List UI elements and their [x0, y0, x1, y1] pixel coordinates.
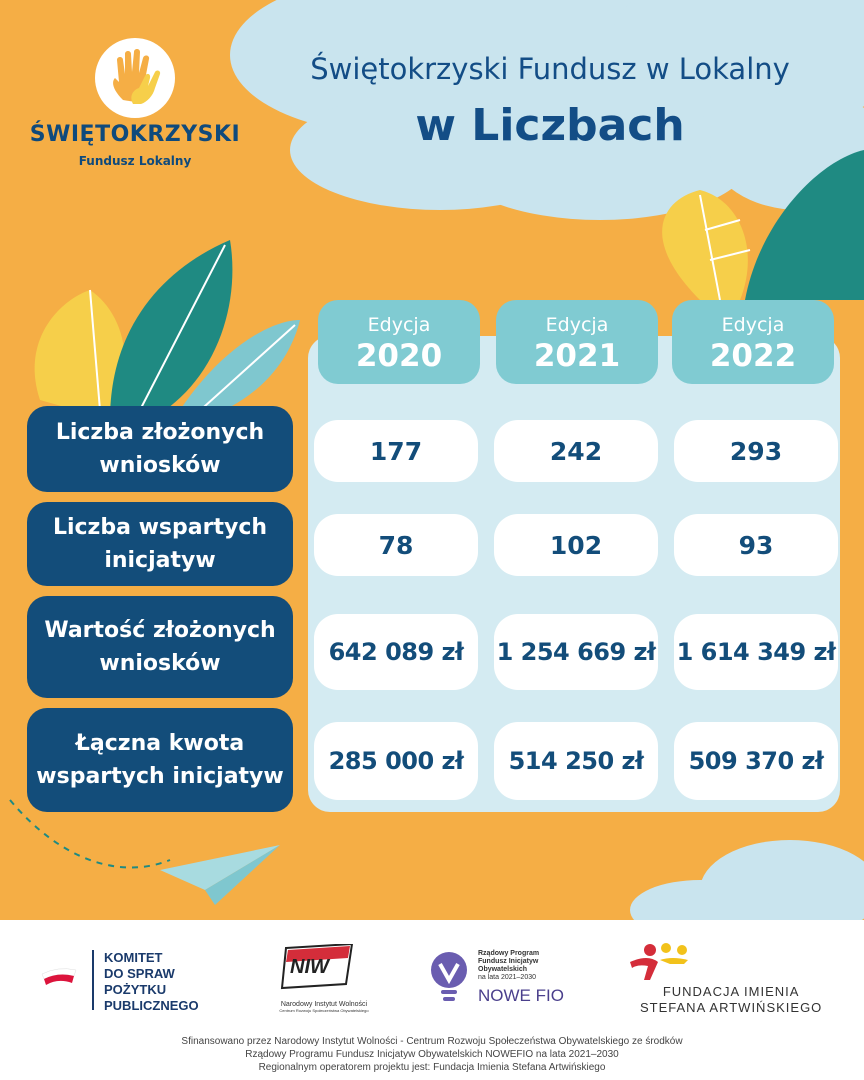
footnote-line: Sfinansowano przez Narodowy Instytut Wolności - Centrum Rozwoju Społeczeństwa Obywatelskiego ze środków — [181, 1036, 683, 1047]
komitet-line: KOMITET — [104, 950, 163, 965]
leaves-left — [35, 240, 300, 420]
logo — [95, 38, 175, 118]
row-label-supported-initiatives — [27, 502, 293, 586]
polish-flag-icon — [40, 966, 80, 988]
table-cell: 514 250 zł — [494, 722, 658, 800]
hand-icon — [95, 38, 175, 118]
niw-abbr: NIW — [290, 956, 329, 978]
column-header-2020 — [318, 300, 480, 384]
fio-line: na lata 2021–2030 — [478, 974, 536, 981]
komitet-line: PUBLICZNEGO — [104, 998, 199, 1013]
niw-name-line: Narodowy Instytut Wolności — [280, 1001, 368, 1008]
column-label: Edycja — [721, 314, 785, 336]
column-label: Edycja — [367, 314, 431, 336]
logo-name: ŚWIĘTOKRZYSKI — [29, 122, 241, 147]
paper-plane — [160, 845, 280, 905]
column-year: 2020 — [355, 338, 443, 374]
komitet-logo-text — [104, 950, 199, 1014]
table-cell: 102 — [494, 514, 658, 576]
niw-name — [264, 1001, 384, 1013]
row-label-line: Wartość złożonych — [44, 618, 276, 643]
column-header-2021 — [496, 300, 658, 384]
row-label-line: wspartych inicjatyw — [36, 764, 284, 789]
logo-subtitle: Fundusz Lokalny — [78, 154, 192, 168]
table-cell: 242 — [494, 420, 658, 482]
table-cell: 93 — [674, 514, 838, 576]
row-label-submitted-applications — [27, 406, 293, 492]
title: Świętokrzyski Fundusz w Lokalny — [310, 52, 790, 86]
table-cell: 285 000 zł — [314, 722, 478, 800]
fundacja-line: STEFANA ARTWIŃSKIEGO — [640, 1000, 823, 1015]
divider — [92, 950, 94, 1010]
table-cell: 1 254 669 zł — [494, 614, 658, 690]
fundacja-line: FUNDACJA IMIENIA — [662, 984, 800, 999]
table-cell: 293 — [674, 420, 838, 482]
column-year: 2022 — [709, 338, 797, 374]
funding-footnote — [40, 1035, 824, 1074]
komitet-line: DO SPRAW — [104, 966, 175, 981]
fundacja-name — [640, 984, 822, 1016]
lightbulb-icon — [428, 950, 470, 1006]
row-label-line: wniosków — [99, 651, 221, 676]
komitet-line: POŻYTKU — [104, 982, 167, 997]
table-cell: 1 614 349 zł — [674, 614, 838, 690]
table-cell: 642 089 zł — [314, 614, 478, 690]
fio-name: NOWE FIO — [478, 986, 564, 1005]
fundacja-figures-icon — [628, 942, 694, 982]
fio-program-text — [478, 950, 539, 982]
column-label: Edycja — [545, 314, 609, 336]
row-label-line: Łączna kwota — [75, 731, 245, 756]
column-header-2022 — [672, 300, 834, 384]
row-label-line: Liczba wspartych — [52, 515, 268, 540]
row-label-line: inicjatyw — [104, 548, 216, 573]
fio-line: Fundusz Inicjatyw — [478, 958, 539, 965]
table-cell: 78 — [314, 514, 478, 576]
footnote-line: Regionalnym operatorem projektu jest: Fundacja Imienia Stefana Artwińskiego — [258, 1062, 606, 1073]
column-year: 2021 — [533, 338, 621, 374]
fio-line: Rządowy Program — [478, 950, 540, 957]
niw-name-line: Centrum Rozwoju Społeczeństwa Obywatelskiego — [279, 1008, 369, 1013]
row-label-total-support — [27, 708, 293, 812]
table-cell: 509 370 zł — [674, 722, 838, 800]
row-label-application-value — [27, 596, 293, 698]
title-emphasis: w Liczbach — [415, 100, 685, 151]
table-cell: 177 — [314, 420, 478, 482]
row-label-line: wniosków — [99, 453, 221, 478]
row-label-line: Liczba złożonych — [55, 420, 265, 445]
footnote-line: Rządowy Programu Fundusz Inicjatyw Obywatelskich NOWEFIO na lata 2021–2030 — [245, 1049, 619, 1060]
fio-line: Obywatelskich — [478, 966, 528, 973]
